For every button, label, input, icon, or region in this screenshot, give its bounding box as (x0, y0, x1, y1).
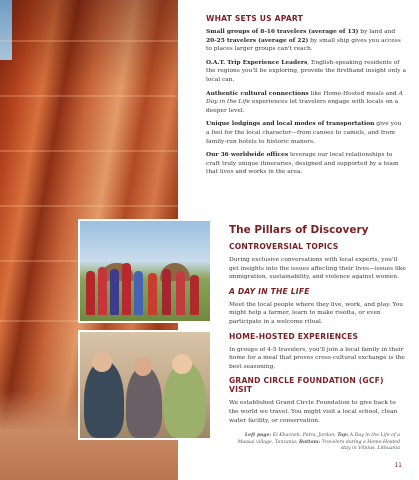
paragraph-lead: 20-25 travelers (average of 22) (206, 36, 309, 44)
rock-stripe (0, 40, 178, 42)
paragraph-trip-leaders (206, 59, 406, 85)
person (134, 271, 143, 315)
rock-stripe (0, 205, 178, 207)
pillar-body: In groups of 4-5 travelers, you'll join a local family in their home for a meal that proves cross-cultural exchange is the best seasoning. (229, 346, 405, 370)
paragraph-text: experiences let travelers engage with locals on a deeper level. (206, 99, 399, 114)
paragraph-lead: Authentic cultural connections (206, 89, 309, 97)
caption-label: Bottom: (299, 439, 321, 445)
paragraph-lead: O.A.T. Trip Experience Leaders (206, 58, 308, 66)
person (122, 263, 131, 315)
pillars-section (229, 224, 407, 430)
paragraph-text: , English-speaking residents of the regions you'll be exploring, provide the firsthand insight only a local can. (206, 59, 406, 83)
pillar-heading: GRAND CIRCLE FOUNDATION (GCF) VISIT (229, 376, 384, 395)
face (134, 358, 152, 376)
paragraph-lead: Unique lodgings and local modes of transportation (206, 120, 375, 128)
person (190, 275, 199, 315)
paragraph-text: like Home-Hosted meals and (308, 90, 399, 97)
paragraph-text: by land and (358, 29, 396, 35)
pillar-body: Meet the local people where they live, work, and play. You might help a farmer, learn to make risotta, or even participate in a welcome ritual. (229, 301, 404, 325)
what-sets-us-apart-section (206, 14, 406, 182)
traveler-figure (126, 366, 162, 438)
home-hosted-photo (78, 330, 212, 440)
pillar-heading: A DAY IN THE LIFE (229, 286, 310, 296)
pillar-body: During exclusive conversations with local experts, you'll get insights into the issues affecting their lives—issues like immigration, sustainability, and violence against women. (229, 257, 406, 281)
caption-text: Travelers during a Home-Hosted stay in Vilnius, Lithuania (320, 439, 400, 452)
paragraph-lead: Our 36 worldwide offices (206, 151, 289, 159)
caption-label: Top: (337, 433, 349, 438)
pillar-heading: CONTROVERSIAL TOPICS (229, 242, 339, 251)
caption-text: A Day in the Life of a Maasai village, Tanzania; (237, 433, 400, 445)
paragraph-text: give you a feel for the local character—from canoes to camels, and from family-run hotels to historic manors. (206, 121, 402, 145)
rock-stripe (0, 150, 178, 152)
paragraph-offices (206, 151, 406, 177)
paragraph-cultural-connections (206, 90, 406, 116)
paragraph-lodgings (206, 120, 406, 146)
paragraph-small-groups (206, 28, 406, 54)
person (148, 273, 157, 315)
paragraph-lead: Small groups of 8-16 travelers (average of 13) (206, 28, 359, 35)
pillar-body: We established Grand Circle Foundation to give back to the world we travel. You might visit a local school, clean water facility, or conservation. (229, 400, 398, 424)
person (110, 269, 119, 315)
paragraph-italic: A Day in the Life (206, 90, 403, 106)
pillar-heading: HOME-HOSTED EXPERIENCES (229, 331, 359, 341)
person (162, 269, 171, 315)
face (92, 352, 112, 372)
paragraph-text: leverage our local relationships to craft truly unique itineraries, designed and supported by a team that lives and works in the area. (206, 152, 399, 176)
rock-stripe (0, 95, 178, 97)
face (172, 354, 192, 374)
person (86, 271, 95, 315)
photo-caption (236, 433, 400, 453)
sky-patch (0, 0, 12, 60)
caption-label: Left page: (244, 433, 272, 438)
person (98, 267, 107, 315)
maasai-village-photo (78, 219, 212, 323)
caption-text: El Khazneh, Petra, Jordan; (271, 433, 338, 438)
paragraph-text: by small ship gives you access to places larger groups can't reach. (206, 37, 401, 53)
section-heading: WHAT SETS US APART (206, 14, 303, 23)
person (176, 271, 185, 315)
pillars-title: The Pillars of Discovery (229, 224, 369, 236)
page-number: 11 (394, 462, 402, 469)
